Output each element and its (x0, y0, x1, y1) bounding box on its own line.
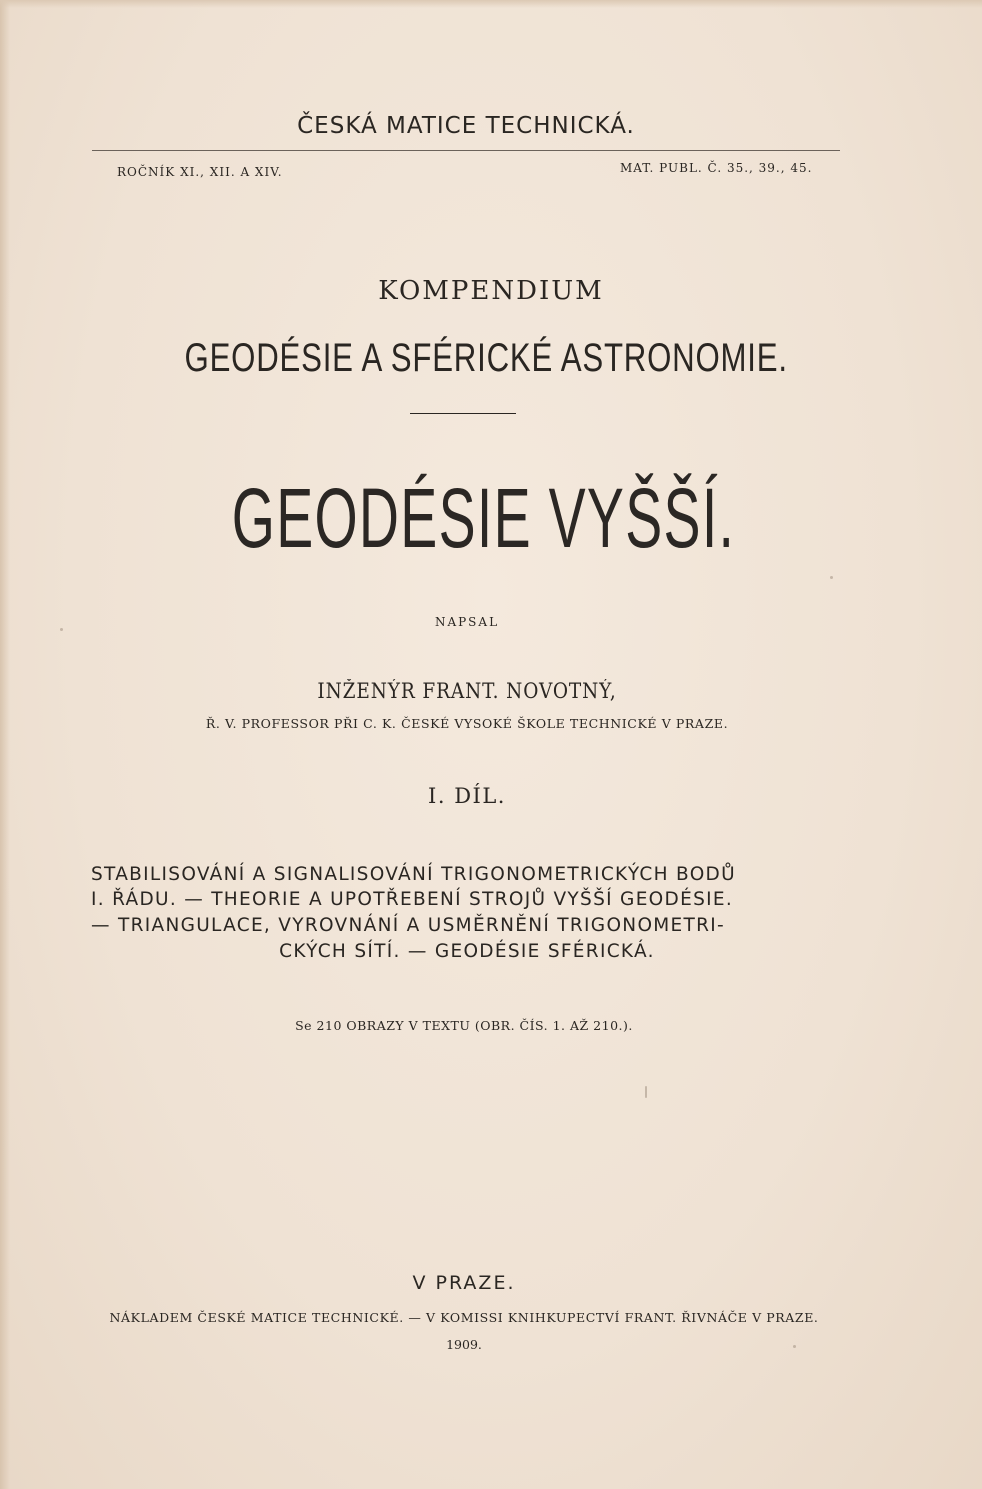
title-divider (410, 413, 516, 414)
paper-speck (830, 576, 833, 579)
imprint-place: V PRAZE. (412, 1272, 516, 1294)
kompendium-heading: KOMPENDIUM (378, 276, 604, 306)
imprint-year: 1909. (446, 1337, 482, 1352)
contents-line: CKÝCH SÍTÍ. — GEODÉSIE SFÉRICKÁ. (279, 941, 655, 962)
author-title: Ř. V. PROFESSOR PŘI C. K. ČESKÉ VYSOKÉ ŠKOLE TECHNICKÉ V PRAZE. (205, 716, 729, 731)
written-by-label: NAPSAL (434, 615, 500, 629)
paper-speck (645, 1086, 647, 1098)
main-title: GEODÉSIE VYŠŠÍ. (231, 471, 736, 565)
imprint-publisher: NÁKLADEM ČESKÉ MATICE TECHNICKÉ. — V KOMISSI KNIHKUPECTVÍ FRANT. ŘIVNÁČE V PRAZE. (109, 1310, 819, 1325)
series-title: ČESKÁ MATICE TECHNICKÁ. (297, 113, 635, 139)
publication-info: MAT. PUBL. Č. 35., 39., 45. (620, 161, 813, 175)
subject-title: GEODÉSIE A SFÉRICKÉ ASTRONOMIE. (184, 336, 788, 380)
paper-speck (60, 628, 63, 631)
author-name: INŽENÝR FRANT. NOVOTNÝ, (317, 679, 617, 703)
paper-speck (793, 1345, 796, 1348)
contents-line: — TRIANGULACE, VYROVNÁNÍ A USMĚRNĚNÍ TRIGONOMETRI- (91, 915, 726, 936)
contents-line: STABILISOVÁNÍ A SIGNALISOVÁNÍ TRIGONOMETRICKÝCH BODŮ (91, 864, 736, 885)
volume-info: ROČNÍK XI., XII. A XIV. (117, 165, 283, 179)
part-label: I. DÍL. (428, 784, 506, 808)
page-edge-shadow (0, 0, 10, 1489)
header-rule (92, 150, 840, 151)
page-top-shadow (0, 0, 982, 8)
contents-line: I. ŘÁDU. — THEORIE A UPOTŘEBENÍ STROJŮ VYŠŠÍ GEODÉSIE. (91, 889, 734, 910)
illustrations-note: Se 210 OBRAZY V TEXTU (OBR. ČÍS. 1. AŽ 210.). (295, 1018, 633, 1033)
